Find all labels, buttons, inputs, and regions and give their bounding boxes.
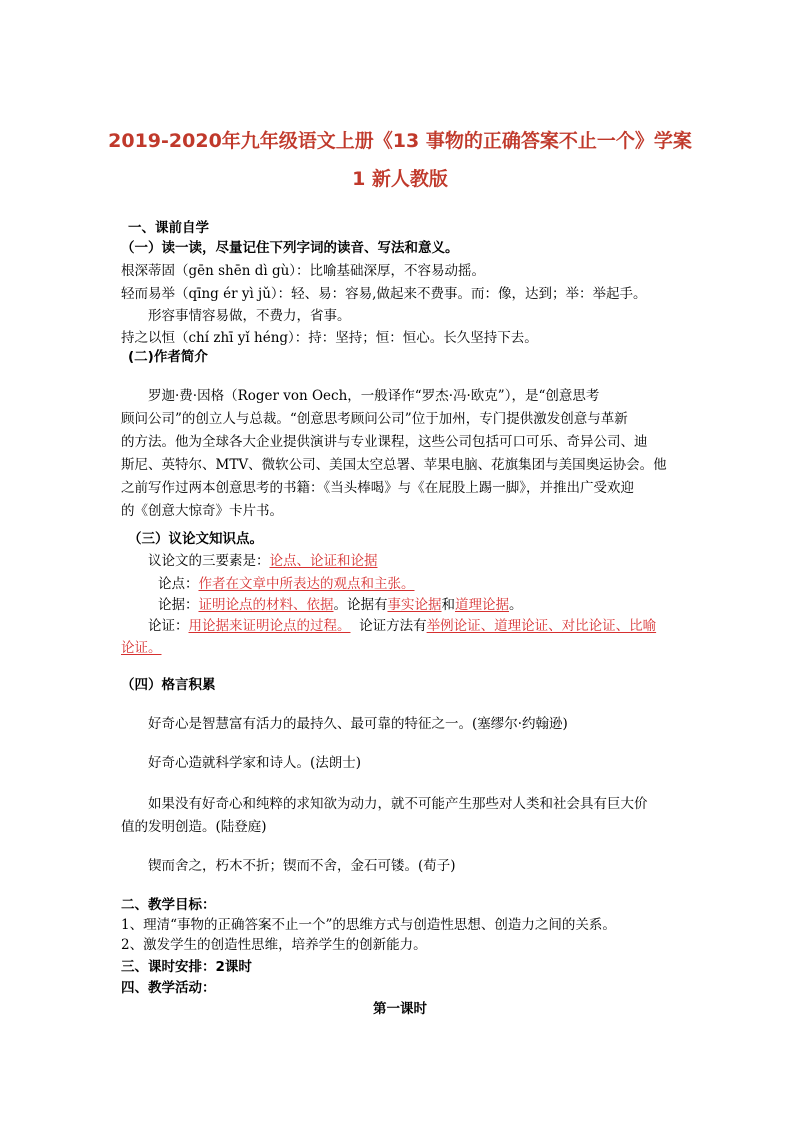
argument-answer: 作者在文章中所表达的观点和主张。 [198, 576, 415, 592]
argument-label: 论点： [158, 576, 199, 592]
argument-line [158, 574, 415, 594]
proof-methods-answer-end: 论证。 [121, 640, 162, 656]
lesson-title: 第一课时 [373, 1001, 427, 1017]
section-3-heading: 三、课时安排：2课时 [121, 959, 252, 975]
proof-methods-answer: 举例论证、道理论证、对比论证、比喻 [426, 618, 657, 634]
essay-elements-answer: 论点、论证和论据 [269, 553, 378, 569]
part-4-heading: （四）格言积累 [121, 677, 216, 693]
teaching-goal: 2、激发学生的创造性思维，培养学生的创新能力。 [121, 937, 427, 953]
part-2-heading: (二)作者简介 [128, 349, 208, 365]
part-1-heading: （一）读一读，尽量记住下列字词的读音、写法和意义。 [121, 240, 459, 256]
vocab-line: 根深蒂固（gēn shēn dì gù）：比喻基础深厚，不容易动摇。 [121, 263, 486, 279]
author-paragraph-line: 之前写作过两本创意思考的书籍：《当头棒喝》与《在屁股上踢一脚》，并推出广受欢迎 [121, 480, 634, 496]
evidence-type-reason: 道理论据 [455, 597, 509, 613]
quote: 锲而舍之，朽木不折；锲而不舍，金石可镂。(荀子) [148, 858, 456, 874]
author-paragraph-line: 的方法。他为全球各大企业提供演讲与专业课程，这些公司包括可口可乐、奇异公司、迪 [121, 434, 648, 450]
proof-label: 论证： [148, 618, 189, 634]
document-title-line-2: 1 新人教版 [352, 168, 448, 190]
vocab-line: 形容事情容易做，不费力，省事。 [148, 308, 351, 324]
quote: 好奇心造就科学家和诗人。(法朗士) [148, 755, 362, 771]
author-paragraph-line: 罗迦·费·因格（Roger von Oech，一般译作“罗杰·冯·欧克”），是“创意思考 [148, 388, 600, 404]
proof-answer: 用论据来证明论点的过程。 [188, 618, 351, 634]
part-3-heading: （三）议论文知识点。 [128, 531, 263, 547]
essay-elements-label: 议论文的三要素是： [148, 553, 270, 569]
essay-elements-line [148, 551, 378, 571]
quote: 如果没有好奇心和纯粹的求知欲为动力，就不可能产生那些对人类和社会具有巨大价 [148, 796, 648, 812]
author-paragraph-line: 的《创意大惊奇》卡片书。 [121, 503, 283, 519]
quote-continued: 值的发明创造。(陆登庭) [121, 819, 267, 835]
section-1-heading: 一、课前自学 [128, 220, 209, 236]
evidence-connector: 。论据有 [333, 597, 388, 613]
proof-line [148, 616, 656, 636]
document-title-line-1: 2019-2020年九年级语文上册《13 事物的正确答案不止一个》学案 [108, 130, 692, 152]
quote: 好奇心是智慧富有活力的最持久、最可靠的特征之一。(塞缪尔·约翰逊) [148, 716, 568, 732]
evidence-line [158, 595, 523, 615]
author-paragraph-line: 顾问公司”的创立人与总裁。“创意思考顾问公司”位于加州，专门提供激发创意与革新 [121, 411, 628, 427]
evidence-and: 和 [441, 597, 455, 613]
vocab-line: 持之以恒（chí zhī yǐ héng）：持：坚持；恒：恒心。长久坚持下去。 [121, 330, 538, 346]
section-2-heading: 二、教学目标： [121, 897, 216, 913]
evidence-label: 论据： [158, 597, 199, 613]
evidence-end: 。 [509, 597, 523, 613]
vocab-line: 轻而易举（qīng ér yì jǔ）：轻、易：容易,做起来不费事。而：像，达到；举：举起手。 [121, 286, 647, 302]
author-paragraph-line: 斯尼、英特尔、MTV、微软公司、美国太空总署、苹果电脑、花旗集团与美国奥运协会。他 [121, 457, 667, 473]
proof-methods-label: 论证方法有 [359, 618, 427, 634]
proof-methods-continued [121, 638, 162, 658]
evidence-type-fact: 事实论据 [387, 597, 442, 613]
evidence-answer: 证明论点的材料、依据 [198, 597, 334, 613]
section-4-heading: 四、教学活动： [121, 980, 216, 996]
teaching-goal: 1、理清“事物的正确答案不止一个”的思维方式与创造性思想、创造力之间的关系。 [121, 917, 616, 933]
